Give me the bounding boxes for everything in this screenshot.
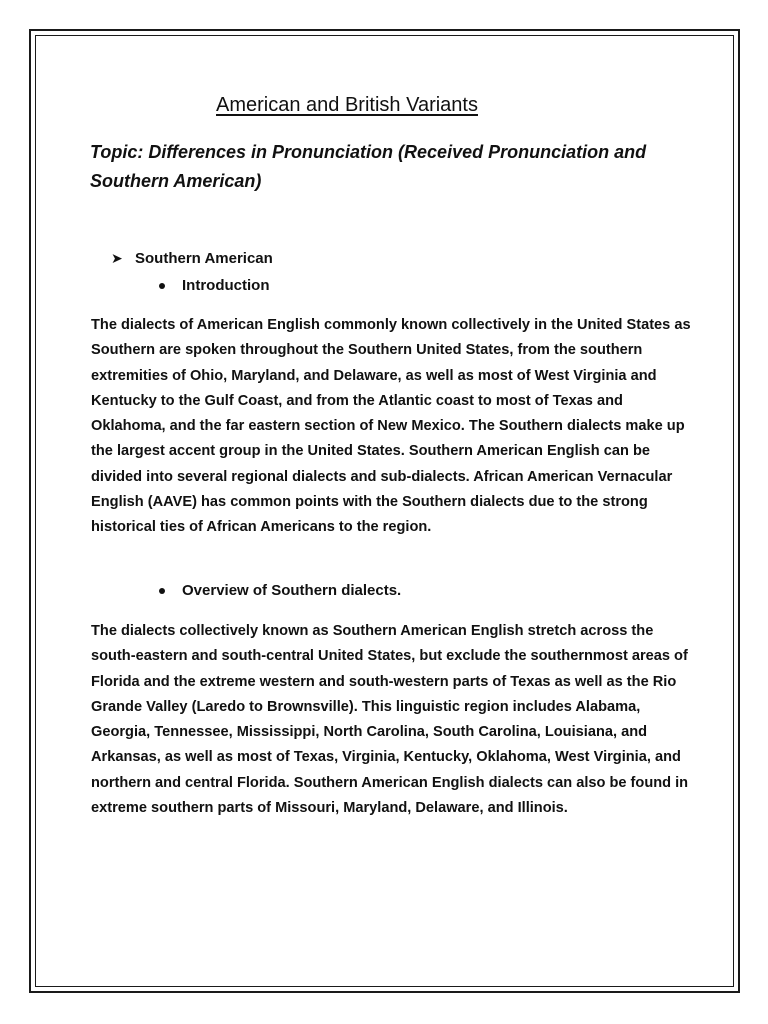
bullet-dot-icon [159, 283, 165, 289]
bullet-dot-icon [159, 588, 165, 594]
section-heading: Southern American [135, 250, 273, 267]
paragraph-overview: The dialects collectively known as Southern American English stretch across the south-eastern and south-central United States, but exclude the southernmost areas of Florida and the extreme western and south-western parts of Texas as well as the Rio Grande Valley (Laredo to Brownsville). This linguistic region includes Alabama, Georgia, Tennessee, Mississippi, North Carolina, South Carolina, Louisiana, and Arkansas, as well as most of Texas, Virginia, Kentucky, Oklahoma, West Virginia, and northern and central Florida. Southern American English dialects can also be found in extreme southern parts of Missouri, Maryland, Delaware, and Illinois. [91, 623, 689, 817]
subsection-heading: Overview of Southern dialects. [182, 582, 402, 599]
section-southern-american [111, 250, 273, 267]
subsection-overview [157, 582, 401, 599]
arrow-bullet-icon: ➤ [111, 250, 123, 266]
document-title: American and British Variants [216, 94, 478, 116]
topic-heading: Topic: Differences in Pronunciation (Received Pronunciation and Southern American) [90, 142, 647, 191]
subsection-introduction [157, 277, 269, 294]
paragraph-introduction: The dialects of American English commonly known collectively in the United States as Southern are spoken throughout the Southern United States, from the southern extremities of Ohio, Maryland, and Delaware, as well as most of West Virginia and Kentucky to the Gulf Coast, and from the Atlantic coast to most of Texas and Oklahoma, and the far eastern section of New Mexico. The Southern dialects make up the largest accent group in the United States. Southern American English can be divided into several regional dialects and sub-dialects. African American Vernacular English (AAVE) has common points with the Southern dialects due to the strong historical ties of African Americans to the region. [91, 317, 691, 536]
subsection-heading: Introduction [182, 277, 270, 294]
